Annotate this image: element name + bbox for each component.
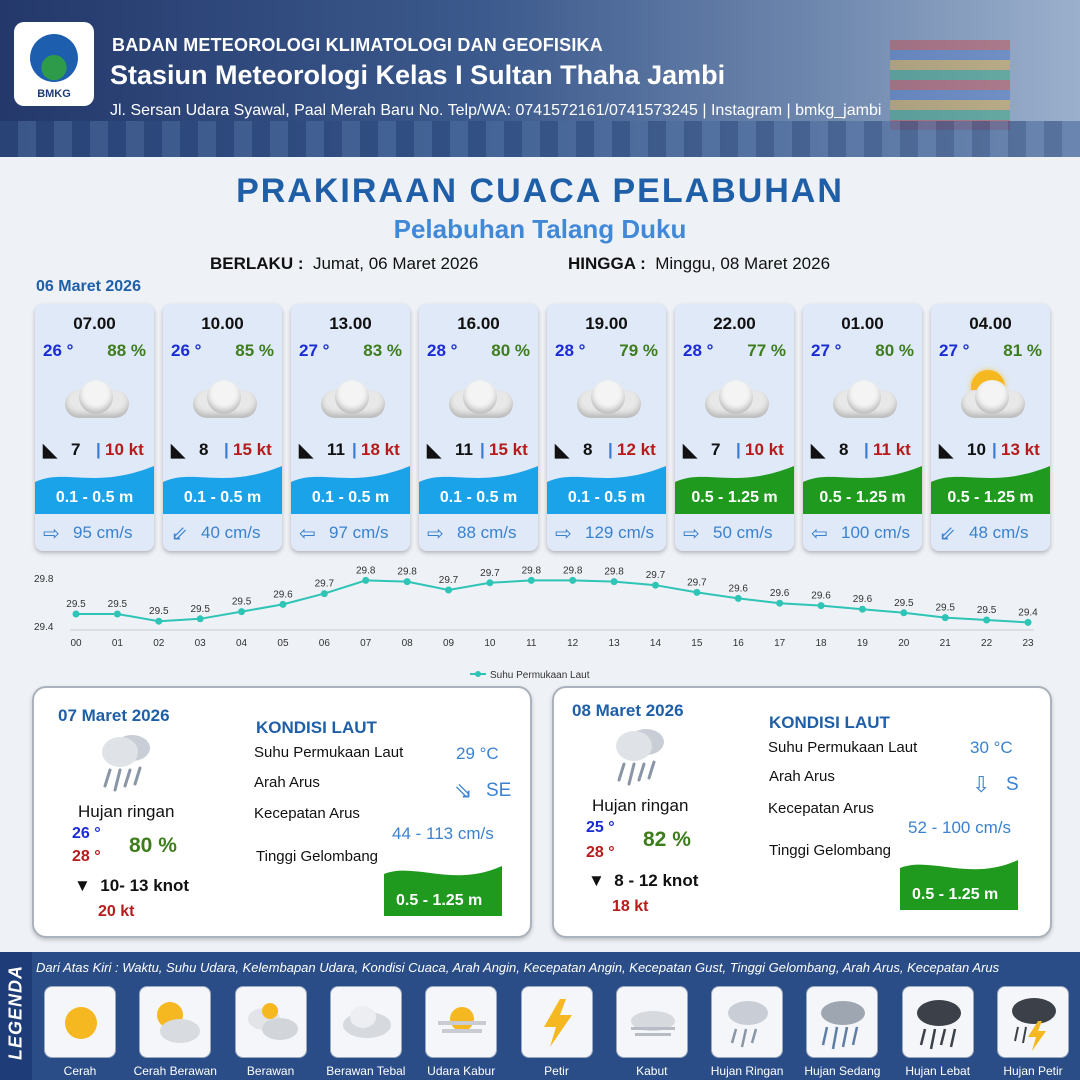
forecast-card	[419, 304, 538, 551]
gust-speed: 10 kt	[105, 440, 144, 459]
forecast-temp: 27 °	[811, 341, 842, 360]
legend-item	[235, 986, 307, 1058]
wind-direction-icon: ◣	[555, 440, 569, 460]
forecast-card	[291, 304, 410, 551]
data-label: 29.4	[1018, 607, 1038, 619]
data-label: 29.8	[604, 566, 624, 578]
legend-label: Hujan Sedang	[804, 1064, 881, 1078]
data-point	[362, 577, 369, 584]
day2-speed: 44 - 113 cm/s	[392, 824, 494, 843]
day3-gust: 18 kt	[612, 898, 649, 915]
legend-label: Hujan Petir	[1003, 1064, 1063, 1078]
current-speed: 40 cm/s	[201, 523, 261, 542]
x-tick-label: 09	[442, 638, 455, 649]
forecast-card	[163, 304, 282, 551]
forecast-humidity: 81 %	[1003, 341, 1042, 360]
wave-height: 0.5 - 1.25 m	[947, 489, 1034, 506]
valid-to: HINGGA : Minggu, 08 Maret 2026	[568, 254, 831, 273]
day3-speed: 52 - 100 cm/s	[908, 818, 1011, 837]
forecast-temp: 26 °	[171, 341, 202, 360]
x-tick-label: 14	[649, 638, 662, 649]
forecast-wind	[809, 438, 919, 462]
x-tick-label: 10	[484, 638, 496, 649]
current-direction-icon: ⇨	[43, 523, 60, 545]
x-tick-label: 05	[277, 638, 289, 649]
separator: |	[736, 440, 741, 459]
forecast-wind	[553, 438, 663, 462]
berawan-tebal-icon	[321, 380, 385, 418]
day2-wind: ▼ 10- 13 knot	[74, 876, 190, 895]
y-tick-label: 29.4	[34, 622, 54, 633]
x-tick-label: 00	[70, 638, 82, 649]
forecast-temp: 28 °	[427, 341, 458, 360]
forecast-current	[163, 519, 282, 547]
forecast-current	[419, 519, 538, 547]
valid-from: BERLAKU : Jumat, 06 Maret 2026	[210, 254, 479, 273]
x-tick-label: 07	[360, 638, 372, 649]
forecast-temp: 28 °	[683, 341, 714, 360]
y-tick-label: 29.8	[34, 574, 54, 585]
day3-sst: 30 °C	[970, 738, 1013, 757]
wind-speed: 8	[583, 440, 593, 459]
kabut-icon	[617, 987, 689, 1059]
berawan-tebal-icon	[331, 987, 403, 1059]
wind-speed: 11	[455, 440, 473, 459]
day3-dir-label: Arah Arus	[769, 768, 835, 785]
hujan-ringan-icon	[712, 987, 784, 1059]
data-label: 29.8	[397, 566, 417, 578]
forecast-humidity: 85 %	[235, 341, 274, 360]
berawan-tebal-icon	[577, 380, 641, 418]
x-tick-label: 18	[815, 638, 827, 649]
x-tick-label: 13	[608, 638, 620, 649]
legend-panel	[0, 952, 1080, 1080]
station-name: Stasiun Meteorologi Kelas I Sultan Thaha Jambi	[110, 60, 726, 90]
current-speed: 97 cm/s	[329, 523, 389, 542]
data-point	[486, 579, 493, 586]
data-point	[238, 608, 245, 615]
gust-speed: 15 kt	[233, 440, 272, 459]
station-address: Jl. Sersan Udara Syawal, Paal Merah Baru No. Telp/WA: 0741572161/0741573245 | Instagram | bmkg_jambi	[110, 102, 882, 119]
day3-speed-label: Kecepatan Arus	[768, 800, 874, 817]
current-direction-icon: ⇦	[299, 523, 316, 545]
data-label: 29.5	[190, 603, 210, 615]
legend-item	[997, 986, 1069, 1058]
wind-direction-icon: ◣	[939, 440, 953, 460]
day2-humidity: 80 %	[129, 834, 177, 857]
forecast-wind	[681, 438, 791, 462]
data-point	[321, 590, 328, 597]
globe-icon	[30, 34, 78, 82]
x-tick-label: 19	[856, 638, 868, 649]
current-speed: 95 cm/s	[73, 523, 133, 542]
cerah-berawan-icon	[961, 380, 1025, 418]
legend-side: LEGENDA	[0, 952, 32, 1080]
berawan-tebal-icon	[449, 380, 513, 418]
day3-kondisi-heading: KONDISI LAUT	[769, 713, 890, 732]
wind-direction-icon: ◣	[171, 440, 185, 460]
data-label: 29.6	[769, 588, 790, 600]
forecast-wind	[937, 438, 1047, 462]
forecast-humidity: 77 %	[747, 341, 786, 360]
current-direction-icon: ⇙	[939, 523, 956, 545]
data-point	[569, 577, 576, 584]
data-point	[279, 601, 286, 608]
legend-label: Berawan	[246, 1064, 295, 1078]
wind-direction-icon: ◣	[427, 440, 441, 460]
current-speed: 48 cm/s	[969, 523, 1029, 542]
separator: |	[864, 440, 869, 459]
day3-wind: ▼ 8 - 12 knot	[588, 871, 699, 890]
wave-height: 0.5 - 1.25 m	[691, 489, 778, 506]
x-tick-label: 21	[939, 638, 951, 649]
data-label: 29.5	[107, 599, 128, 610]
day3-sst-label: Suhu Permukaan Laut	[768, 739, 918, 756]
data-point	[404, 578, 411, 585]
data-label: 29.7	[645, 570, 666, 582]
separator: |	[352, 440, 357, 459]
forecast-time: 22.00	[713, 314, 756, 333]
forecast-time: 01.00	[841, 314, 884, 333]
day2-sst-label: Suhu Permukaan Laut	[254, 744, 404, 761]
legend-item	[902, 986, 974, 1058]
x-tick-label: 23	[1022, 638, 1034, 649]
day3-tmax: 28 °	[586, 844, 615, 861]
page-subtitle: Pelabuhan Talang Duku	[393, 214, 687, 244]
legend-description: Dari Atas Kiri : Waktu, Suhu Udara, Kelembapan Udara, Kondisi Cuaca, Arah Angin, Kecepatan Angin, Kecepatan Gust, Tinggi Gelombang, Arah Arus, Kecepatan Arus	[36, 960, 1000, 975]
day3-panel	[552, 686, 1052, 938]
harbor-strip-graphic	[0, 121, 1080, 157]
forecast-wind	[169, 438, 279, 462]
legend-label: Cerah Berawan	[133, 1064, 217, 1078]
day3-wave: 0.5 - 1.25 m	[912, 886, 999, 903]
legend-label: Cerah	[63, 1064, 97, 1078]
current-direction-icon: ⇦	[811, 523, 828, 545]
hujan-ringan-icon	[96, 730, 156, 794]
wave-height: 0.1 - 0.5 m	[567, 489, 646, 506]
wave-height: 0.1 - 0.5 m	[311, 489, 390, 506]
data-label: 29.6	[852, 594, 873, 606]
wave-height: 0.5 - 1.25 m	[819, 489, 906, 506]
forecast-temp: 27 °	[939, 341, 970, 360]
data-point	[983, 617, 990, 624]
legend-item	[521, 986, 593, 1058]
legend-label: Petir	[544, 1064, 569, 1078]
data-point	[693, 589, 700, 596]
separator: |	[96, 440, 101, 459]
forecast-time: 07.00	[73, 314, 116, 333]
series-line	[76, 580, 1028, 622]
gust-speed: 11 kt	[873, 440, 911, 459]
data-point	[776, 600, 783, 607]
forecast-card	[675, 304, 794, 551]
forecast-humidity: 80 %	[491, 341, 530, 360]
berawan-tebal-icon	[65, 380, 129, 418]
current-direction-icon: ⇨	[683, 523, 700, 545]
day3-humidity: 82 %	[643, 828, 691, 851]
separator: |	[992, 440, 997, 459]
x-tick-label: 20	[898, 638, 910, 649]
day2-sst: 29 °C	[456, 744, 499, 763]
forecast-card	[931, 304, 1050, 551]
wave-height: 0.1 - 0.5 m	[55, 489, 134, 506]
berawan-tebal-icon	[193, 380, 257, 418]
x-tick-label: 03	[194, 638, 206, 649]
legend-item	[44, 986, 116, 1058]
berawan-tebal-icon	[833, 380, 897, 418]
forecast-time: 04.00	[969, 314, 1012, 333]
x-tick-label: 15	[691, 638, 703, 649]
data-label: 29.5	[66, 599, 86, 610]
legend-label: Suhu Permukaan Laut	[490, 670, 590, 681]
day2-dir: SE	[486, 780, 512, 801]
wind-speed: 10	[967, 440, 986, 459]
x-tick-label: 08	[401, 638, 413, 649]
current-speed: 100 cm/s	[841, 523, 910, 542]
legend-label: Kabut	[636, 1064, 668, 1078]
wave-height: 0.1 - 0.5 m	[183, 489, 262, 506]
day2-speed-label: Kecepatan Arus	[254, 805, 360, 822]
day3-dir: S	[1006, 774, 1019, 795]
current-speed: 129 cm/s	[585, 523, 654, 542]
data-label: 29.5	[894, 597, 914, 609]
day1-date: 06 Maret 2026	[36, 278, 141, 295]
berawan-icon	[236, 987, 308, 1059]
legend-label: Udara Kabur	[427, 1064, 496, 1078]
data-label: 29.6	[811, 590, 831, 602]
forecast-humidity: 83 %	[363, 341, 402, 360]
legend-item	[425, 986, 497, 1058]
legend-item	[616, 986, 688, 1058]
data-point	[735, 595, 742, 602]
wave-height: 0.1 - 0.5 m	[439, 489, 518, 506]
legend-label: Berawan Tebal	[326, 1064, 406, 1078]
forecast-current	[35, 519, 154, 547]
x-tick-label: 06	[318, 638, 330, 649]
bmkg-logo: BMKG	[14, 22, 94, 106]
sea-surface-temperature-chart	[30, 558, 1050, 683]
day3-wave-label: Tinggi Gelombang	[769, 842, 892, 859]
data-point	[73, 611, 80, 618]
current-speed: 88 cm/s	[457, 523, 517, 542]
forecast-card	[803, 304, 922, 551]
x-tick-label: 17	[774, 638, 786, 649]
x-tick-label: 16	[732, 638, 744, 649]
legend-item	[139, 986, 211, 1058]
data-label: 29.6	[728, 583, 748, 595]
forecast-temp: 26 °	[43, 341, 74, 360]
forecast-temp: 28 °	[555, 341, 586, 360]
forecast-card	[35, 304, 154, 551]
data-point	[942, 614, 949, 621]
day2-condition: Hujan ringan	[78, 802, 175, 821]
wind-speed: 7	[71, 440, 81, 459]
separator: |	[480, 440, 485, 459]
forecast-time: 19.00	[585, 314, 628, 333]
wind-direction-icon: ◣	[811, 440, 825, 460]
page-title: PRAKIRAAN CUACA PELABUHAN	[236, 172, 844, 210]
legend-item	[806, 986, 878, 1058]
cerah-berawan-icon	[140, 987, 212, 1059]
forecast-current	[931, 519, 1050, 547]
data-point	[445, 587, 452, 594]
wind-speed: 8	[199, 440, 209, 459]
x-tick-label: 12	[567, 638, 579, 649]
legend-item	[711, 986, 783, 1058]
data-label: 29.5	[935, 602, 955, 614]
legend-label: Hujan Ringan	[710, 1064, 784, 1078]
data-point	[859, 606, 866, 613]
forecast-humidity: 79 %	[619, 341, 658, 360]
day2-wave-label: Tinggi Gelombang	[256, 848, 379, 865]
day2-wave: 0.5 - 1.25 m	[396, 892, 483, 909]
gust-speed: 18 kt	[361, 440, 400, 459]
data-label: 29.5	[231, 596, 252, 608]
x-tick-label: 22	[981, 638, 993, 649]
data-point	[155, 618, 162, 625]
x-tick-label: 02	[153, 638, 165, 649]
data-point	[197, 615, 204, 622]
gust-speed: 12 kt	[617, 440, 656, 459]
legend-label: Hujan Lebat	[905, 1064, 971, 1078]
data-point	[528, 577, 535, 584]
x-tick-label: 11	[526, 638, 537, 649]
separator: |	[608, 440, 613, 459]
current-direction-icon: ⇙	[171, 523, 188, 545]
header-banner	[0, 0, 1080, 157]
data-point	[900, 609, 907, 616]
hujan-lebat-icon	[903, 987, 975, 1059]
hujan-petir-icon	[998, 987, 1070, 1059]
org-name: BADAN METEOROLOGI KLIMATOLOGI DAN GEOFISIKA	[112, 35, 603, 55]
day2-kondisi-heading: KONDISI LAUT	[256, 718, 377, 737]
forecast-wind	[41, 438, 151, 462]
data-label: 29.7	[314, 578, 335, 590]
data-point	[652, 582, 659, 589]
wind-speed: 8	[839, 440, 849, 459]
wind-direction-icon: ◣	[299, 440, 313, 460]
cerah-icon	[45, 987, 117, 1059]
day2-tmin: 26 °	[72, 825, 101, 842]
data-label: 29.7	[438, 575, 459, 586]
forecast-current	[291, 519, 410, 547]
data-label: 29.7	[480, 567, 500, 579]
wind-direction-icon: ▼	[74, 876, 91, 895]
day2-tmax: 28 °	[72, 848, 101, 865]
data-point	[818, 602, 825, 609]
day3-condition: Hujan ringan	[592, 796, 689, 815]
current-direction-icon: ⇨	[555, 523, 572, 545]
legend-marker	[475, 671, 481, 677]
wind-direction-icon: ▼	[588, 871, 605, 890]
wind-speed: 7	[711, 440, 721, 459]
current-direction-icon: ⇩	[972, 772, 991, 797]
gust-speed: 13 kt	[1001, 440, 1040, 459]
forecast-current	[803, 519, 922, 547]
day3-date: 08 Maret 2026	[572, 701, 684, 720]
x-tick-label: 04	[236, 638, 248, 649]
data-label: 29.5	[976, 605, 997, 616]
separator: |	[224, 440, 229, 459]
gust-speed: 15 kt	[489, 440, 528, 459]
udara-kabur-icon	[426, 987, 498, 1059]
forecast-humidity: 88 %	[107, 341, 146, 360]
data-label: 29.6	[273, 589, 293, 601]
wind-direction-icon: ◣	[683, 440, 697, 460]
wind-direction-icon: ◣	[43, 440, 57, 460]
forecast-temp: 27 °	[299, 341, 330, 360]
forecast-card	[547, 304, 666, 551]
petir-icon	[522, 987, 594, 1059]
forecast-time: 16.00	[457, 314, 500, 333]
day2-gust: 20 kt	[98, 903, 135, 920]
day2-date: 07 Maret 2026	[58, 706, 170, 725]
forecast-time: 13.00	[329, 314, 372, 333]
data-label: 29.7	[687, 577, 707, 589]
forecast-current	[675, 519, 794, 547]
data-point	[1025, 619, 1032, 626]
forecast-wind	[425, 438, 535, 462]
x-tick-label: 01	[111, 638, 123, 649]
forecast-current	[547, 519, 666, 547]
hujan-sedang-icon	[807, 987, 879, 1059]
legend-item	[330, 986, 402, 1058]
data-label: 29.8	[521, 565, 542, 577]
data-label: 29.8	[356, 565, 376, 577]
current-speed: 50 cm/s	[713, 523, 773, 542]
hujan-ringan-icon	[610, 724, 670, 788]
container-stack-graphic	[890, 40, 1010, 130]
day2-dir-label: Arah Arus	[254, 774, 320, 791]
forecast-time: 10.00	[201, 314, 244, 333]
data-point	[611, 578, 618, 585]
forecast-humidity: 80 %	[875, 341, 914, 360]
gust-speed: 10 kt	[745, 440, 784, 459]
data-label: 29.8	[562, 565, 583, 577]
berawan-tebal-icon	[705, 380, 769, 418]
forecast-wind	[297, 438, 407, 462]
current-direction-icon: ⇨	[427, 523, 444, 545]
data-label: 29.5	[149, 606, 169, 618]
data-point	[114, 611, 121, 618]
day2-panel	[32, 686, 532, 938]
wind-speed: 11	[327, 440, 345, 459]
current-direction-icon: ⇘	[454, 778, 473, 803]
day3-tmin: 25 °	[586, 819, 615, 836]
